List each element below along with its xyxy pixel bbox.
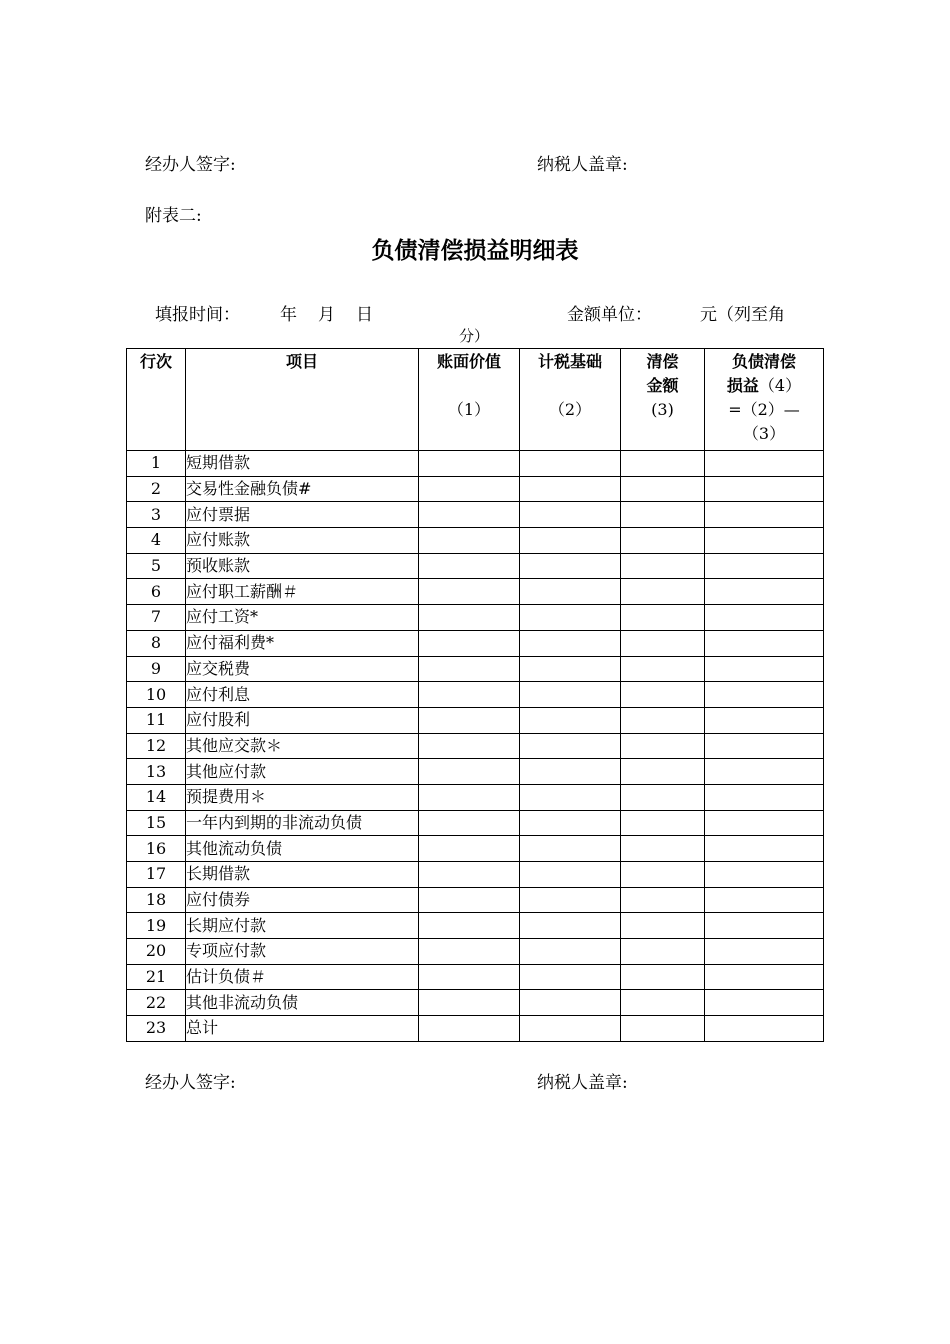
table-row <box>127 836 824 862</box>
header-seq: 行次 <box>127 349 186 451</box>
cell-settlement-amount[interactable] <box>621 733 705 759</box>
cell-settlement-amount[interactable] <box>621 707 705 733</box>
cell-settlement-amount[interactable] <box>621 990 705 1016</box>
cell-tax-base[interactable] <box>520 553 621 579</box>
cell-settlement-amount[interactable] <box>621 759 705 785</box>
cell-tax-base[interactable] <box>520 913 621 939</box>
cell-settlement-gain[interactable] <box>705 707 824 733</box>
row-seq: 5 <box>127 553 186 579</box>
row-seq: 1 <box>127 451 186 477</box>
amount-unit-value: 元（列至角 <box>700 305 785 325</box>
cell-settlement-amount[interactable] <box>621 502 705 528</box>
cell-tax-base[interactable] <box>520 476 621 502</box>
cell-settlement-amount[interactable] <box>621 862 705 888</box>
cell-settlement-gain[interactable] <box>705 990 824 1016</box>
row-seq: 19 <box>127 913 186 939</box>
cell-settlement-amount[interactable] <box>621 939 705 965</box>
cell-book-value[interactable] <box>419 579 520 605</box>
amount-unit-value-cont: 分） <box>459 327 490 345</box>
header-book-value: 账面价值 （1） <box>419 349 520 451</box>
row-item: 短期借款 <box>186 451 419 477</box>
bottom-handler-signature-label: 经办人签字: <box>145 1073 236 1093</box>
cell-settlement-gain[interactable] <box>705 656 824 682</box>
cell-tax-base[interactable] <box>520 579 621 605</box>
cell-book-value[interactable] <box>419 476 520 502</box>
cell-settlement-gain[interactable] <box>705 605 824 631</box>
fill-day: 日 <box>356 305 373 325</box>
row-item: 应付职工薪酬＃ <box>186 579 419 605</box>
cell-settlement-amount[interactable] <box>621 528 705 554</box>
cell-book-value[interactable] <box>419 964 520 990</box>
cell-tax-base[interactable] <box>520 502 621 528</box>
top-taxpayer-seal-label: 纳税人盖章: <box>537 155 628 175</box>
cell-settlement-amount[interactable] <box>621 784 705 810</box>
row-item: 应付账款 <box>186 528 419 554</box>
row-item: 长期借款 <box>186 862 419 888</box>
row-item: 其他应付款 <box>186 759 419 785</box>
header-tax-base: 计税基础 （2） <box>520 349 621 451</box>
cell-tax-base[interactable] <box>520 784 621 810</box>
cell-settlement-amount[interactable] <box>621 630 705 656</box>
cell-settlement-amount[interactable] <box>621 451 705 477</box>
table-row <box>127 579 824 605</box>
cell-book-value[interactable] <box>419 913 520 939</box>
cell-settlement-gain[interactable] <box>705 913 824 939</box>
row-seq: 2 <box>127 476 186 502</box>
row-item: 预提费用＊ <box>186 784 419 810</box>
cell-tax-base[interactable] <box>520 887 621 913</box>
row-seq: 18 <box>127 887 186 913</box>
cell-book-value[interactable] <box>419 528 520 554</box>
cell-tax-base[interactable] <box>520 528 621 554</box>
cell-settlement-amount[interactable] <box>621 810 705 836</box>
cell-book-value[interactable] <box>419 836 520 862</box>
row-item: 应付利息 <box>186 682 419 708</box>
row-seq: 10 <box>127 682 186 708</box>
cell-settlement-amount[interactable] <box>621 579 705 605</box>
table-row <box>127 528 824 554</box>
cell-settlement-gain[interactable] <box>705 502 824 528</box>
cell-book-value[interactable] <box>419 553 520 579</box>
cell-tax-base[interactable] <box>520 862 621 888</box>
row-item: 其他流动负债 <box>186 836 419 862</box>
row-seq: 7 <box>127 605 186 631</box>
document-title: 负债清偿损益明细表 <box>371 238 579 264</box>
cell-tax-base[interactable] <box>520 451 621 477</box>
table-row <box>127 476 824 502</box>
cell-settlement-gain[interactable] <box>705 887 824 913</box>
row-item: 长期应付款 <box>186 913 419 939</box>
cell-settlement-amount[interactable] <box>621 913 705 939</box>
row-item: 应付票据 <box>186 502 419 528</box>
row-item: 其他应交款＊ <box>186 733 419 759</box>
table-row <box>127 733 824 759</box>
row-seq: 17 <box>127 862 186 888</box>
cell-settlement-amount[interactable] <box>621 476 705 502</box>
table-header-row <box>127 349 824 451</box>
row-item: 交易性金融负债# <box>186 476 419 502</box>
row-seq: 20 <box>127 939 186 965</box>
cell-book-value[interactable] <box>419 707 520 733</box>
cell-book-value[interactable] <box>419 1016 520 1042</box>
cell-tax-base[interactable] <box>520 630 621 656</box>
cell-settlement-gain[interactable] <box>705 476 824 502</box>
cell-settlement-gain[interactable] <box>705 630 824 656</box>
header-settlement-gain: 负债清偿 损益（4） =（2）— （3） <box>705 349 824 451</box>
cell-tax-base[interactable] <box>520 1016 621 1042</box>
amount-unit-label: 金额单位： <box>567 305 652 325</box>
cell-settlement-amount[interactable] <box>621 682 705 708</box>
row-seq: 3 <box>127 502 186 528</box>
cell-tax-base[interactable] <box>520 810 621 836</box>
row-item: 预收账款 <box>186 553 419 579</box>
cell-tax-base[interactable] <box>520 836 621 862</box>
cell-settlement-gain[interactable] <box>705 964 824 990</box>
row-seq: 16 <box>127 836 186 862</box>
table-row <box>127 451 824 477</box>
cell-settlement-amount[interactable] <box>621 1016 705 1042</box>
row-seq: 12 <box>127 733 186 759</box>
cell-book-value[interactable] <box>419 502 520 528</box>
liability-settlement-table <box>126 348 824 1042</box>
cell-tax-base[interactable] <box>520 682 621 708</box>
fill-time-label: 填报时间： <box>155 305 240 325</box>
cell-book-value[interactable] <box>419 451 520 477</box>
table-row <box>127 990 824 1016</box>
row-item: 应付债券 <box>186 887 419 913</box>
table-row <box>127 759 824 785</box>
cell-settlement-gain[interactable] <box>705 1016 824 1042</box>
cell-settlement-gain[interactable] <box>705 579 824 605</box>
row-item: 应交税费 <box>186 656 419 682</box>
row-seq: 22 <box>127 990 186 1016</box>
fill-year: 年 <box>280 305 297 325</box>
table-row <box>127 913 824 939</box>
row-seq: 21 <box>127 964 186 990</box>
table-row <box>127 939 824 965</box>
row-seq: 13 <box>127 759 186 785</box>
table-row <box>127 553 824 579</box>
cell-settlement-amount[interactable] <box>621 605 705 631</box>
table-row <box>127 964 824 990</box>
cell-settlement-gain[interactable] <box>705 939 824 965</box>
row-item: 其他非流动负债 <box>186 990 419 1016</box>
cell-book-value[interactable] <box>419 630 520 656</box>
cell-tax-base[interactable] <box>520 605 621 631</box>
row-item: 专项应付款 <box>186 939 419 965</box>
row-seq: 6 <box>127 579 186 605</box>
attachment-label: 附表二: <box>145 206 202 226</box>
cell-book-value[interactable] <box>419 605 520 631</box>
row-seq: 8 <box>127 630 186 656</box>
cell-settlement-gain[interactable] <box>705 810 824 836</box>
cell-settlement-gain[interactable] <box>705 553 824 579</box>
cell-settlement-gain[interactable] <box>705 784 824 810</box>
row-seq: 9 <box>127 656 186 682</box>
row-item: 总计 <box>186 1016 419 1042</box>
cell-tax-base[interactable] <box>520 964 621 990</box>
cell-settlement-gain[interactable] <box>705 836 824 862</box>
cell-book-value[interactable] <box>419 784 520 810</box>
table-row <box>127 605 824 631</box>
cell-book-value[interactable] <box>419 887 520 913</box>
cell-settlement-gain[interactable] <box>705 682 824 708</box>
table-row <box>127 784 824 810</box>
header-item: 项目 <box>186 349 419 451</box>
cell-settlement-amount[interactable] <box>621 656 705 682</box>
table-row <box>127 1016 824 1042</box>
table-row <box>127 682 824 708</box>
row-item: 应付股利 <box>186 707 419 733</box>
cell-settlement-amount[interactable] <box>621 887 705 913</box>
cell-tax-base[interactable] <box>520 707 621 733</box>
cell-settlement-gain[interactable] <box>705 862 824 888</box>
cell-settlement-gain[interactable] <box>705 759 824 785</box>
cell-book-value[interactable] <box>419 862 520 888</box>
table-row <box>127 810 824 836</box>
row-item: 应付工资* <box>186 605 419 631</box>
cell-settlement-amount[interactable] <box>621 553 705 579</box>
cell-settlement-amount[interactable] <box>621 964 705 990</box>
table-row <box>127 502 824 528</box>
row-seq: 11 <box>127 707 186 733</box>
row-seq: 23 <box>127 1016 186 1042</box>
row-item: 估计负债＃ <box>186 964 419 990</box>
cell-tax-base[interactable] <box>520 759 621 785</box>
cell-book-value[interactable] <box>419 733 520 759</box>
fill-month: 月 <box>318 305 335 325</box>
cell-book-value[interactable] <box>419 759 520 785</box>
cell-book-value[interactable] <box>419 656 520 682</box>
cell-tax-base[interactable] <box>520 990 621 1016</box>
bottom-taxpayer-seal-label: 纳税人盖章: <box>537 1073 628 1093</box>
cell-book-value[interactable] <box>419 939 520 965</box>
cell-book-value[interactable] <box>419 810 520 836</box>
row-item: 应付福利费* <box>186 630 419 656</box>
cell-tax-base[interactable] <box>520 939 621 965</box>
table-row <box>127 630 824 656</box>
cell-tax-base[interactable] <box>520 656 621 682</box>
cell-tax-base[interactable] <box>520 733 621 759</box>
row-seq: 4 <box>127 528 186 554</box>
cell-settlement-amount[interactable] <box>621 836 705 862</box>
table-row <box>127 656 824 682</box>
row-seq: 15 <box>127 810 186 836</box>
table-row <box>127 707 824 733</box>
cell-settlement-gain[interactable] <box>705 733 824 759</box>
row-item: 一年内到期的非流动负债 <box>186 810 419 836</box>
table-row <box>127 887 824 913</box>
row-seq: 14 <box>127 784 186 810</box>
table-row <box>127 862 824 888</box>
top-handler-signature-label: 经办人签字: <box>145 155 236 175</box>
header-settlement-amount: 清偿 金额 (3) <box>621 349 705 451</box>
cell-settlement-gain[interactable] <box>705 528 824 554</box>
cell-book-value[interactable] <box>419 990 520 1016</box>
cell-settlement-gain[interactable] <box>705 451 824 477</box>
cell-book-value[interactable] <box>419 682 520 708</box>
